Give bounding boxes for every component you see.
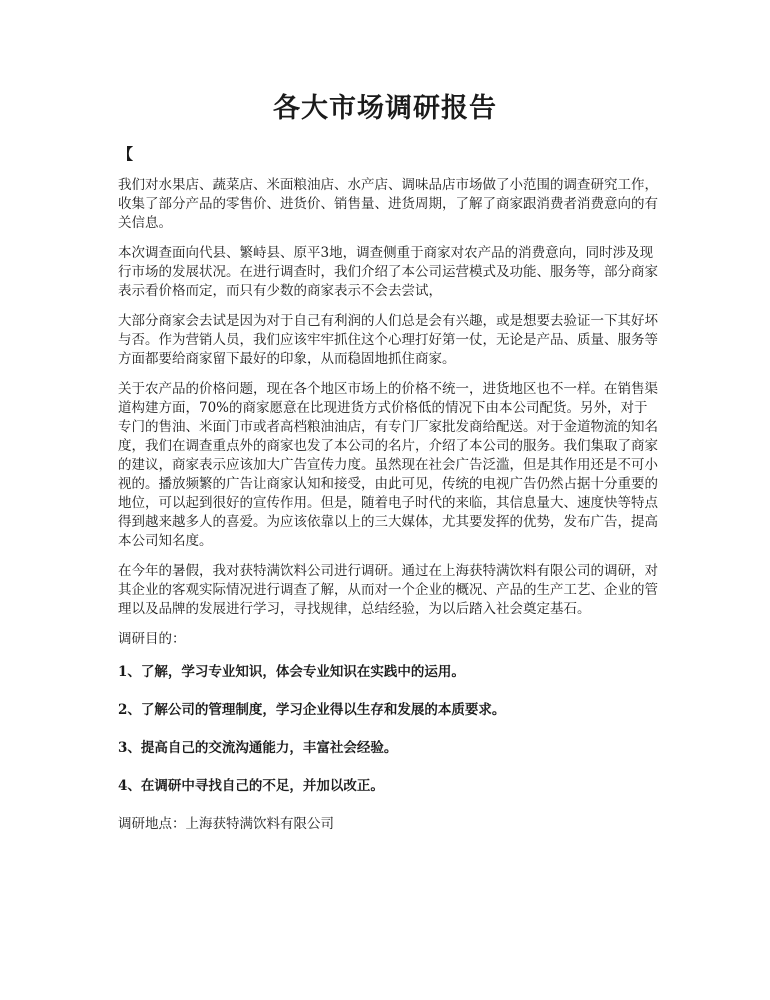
paragraph-summer-research: 在今年的暑假，我对获特满饮料公司进行调研。通过在上海获特满饮料有限公司的调研，对其企业的客观实际情况进行调查了解，从而对一个企业的概况、产品的生产工艺、企业的管理以及品牌的发展进行学习，寻找规律，总结经验，为以后踏入社会奠定基石。 xyxy=(118,563,658,617)
document-body xyxy=(118,176,658,845)
goal-item: 2、了解公司的管理制度，学习企业得以生存和发展的本质要求。 xyxy=(118,702,506,718)
paragraph-merchant-attitude: 大部分商家会去试是因为对于自己有利润的人们总是会有兴趣，或是想要去验证一下其好坏与否。作为营销人员，我们应该牢牢抓住这个心理打好第一仗，无论是产品、质量、服务等方面都要给商家留下最好的印象，从而稳固地抓住商家。 xyxy=(118,313,658,367)
goal-item: 3、提高自己的交流沟通能力，丰富社会经验。 xyxy=(118,740,398,756)
paragraph-pricing-advertising: 关于农产品的价格问题，现在各个地区市场上的价格不统一，进货地区也不一样。在销售渠道构建方面，70%的商家愿意在比现进货方式价格低的情况下由本公司配货。另外，对于专门的售油、米面门市或者高档粮油油店，有专门厂家批发商给配送。对于金道物流的知名度，我们在调查重点外的商家也发了本公司的名片，介绍了本公司的服务。我们集取了商家的建议，商家表示应该加大广告宣传力度。虽然现在社会广告泛滥，但是其作用还是不可小视的。播放频繁的广告让商家认知和接受，由此可见，传统的电视广告仍然占据十分重要的地位，可以起到很好的宣传作用。但是，随着电子时代的来临，其信息量大、速度快等特点得到越来越多人的喜爱。为应该依靠以上的三大媒体，尤其要发挥的优势，发布广告，提高本公司知名度。 xyxy=(118,381,658,549)
research-location: 调研地点：上海获特满饮料有限公司 xyxy=(118,816,334,832)
document-title: 各大市场调研报告 xyxy=(273,93,497,124)
goals-heading: 调研目的： xyxy=(118,631,186,647)
paragraph-intro: 我们对水果店、蔬菜店、米面粮油店、水产店、调味品店市场做了小范围的调查研究工作，收集了部分产品的零售价、进货价、销售量、进货周期，了解了商家跟消费者消费意向的有关信息。 xyxy=(118,177,658,231)
bracket-mark: 【 xyxy=(118,145,134,163)
goal-item: 1、了解，学习专业知识，体会专业知识在实践中的运用。 xyxy=(118,664,465,680)
goal-item: 4、在调研中寻找自己的不足，并加以改正。 xyxy=(118,778,384,794)
paragraph-survey-scope: 本次调查面向代县、繁峙县、原平3地，调查侧重于商家对农产品的消费意向，同时涉及现行市场的发展状况。在进行调查时，我们介绍了本公司运营模式及功能、服务等，部分商家表示看价格而定，而只有少数的商家表示不会去尝试， xyxy=(118,245,658,299)
